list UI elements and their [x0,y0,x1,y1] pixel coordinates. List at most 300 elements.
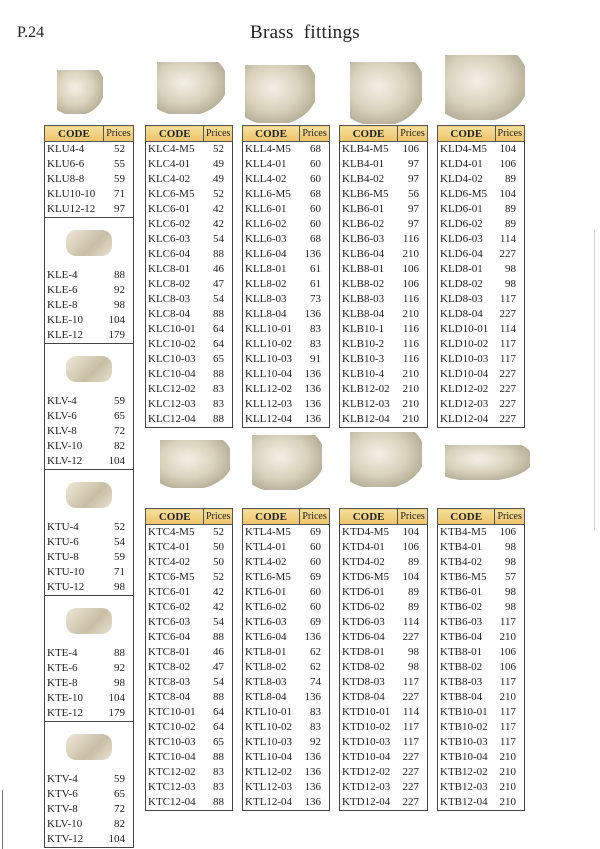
code-cell: KLL6-03 [245,233,287,245]
price-cell: 52 [213,188,224,200]
table-row [243,660,330,675]
prices-header: Prices [398,509,428,525]
price-cell: 71 [114,188,125,200]
code-header: CODE [438,126,496,142]
price-cell: 60 [310,541,321,553]
table-row [146,765,233,780]
code-cell: KTU-8 [47,551,79,563]
table-row [438,720,525,735]
code-cell: KLE-4 [47,269,78,281]
price-cell: 98 [505,601,516,613]
price-cell: 83 [213,383,224,395]
table-row [45,142,134,158]
table-row [340,540,428,555]
product-photo-row [45,722,134,773]
code-cell: KLE-6 [47,284,78,296]
table-row [340,187,428,202]
table-row [438,765,525,780]
table-row [45,202,134,218]
code-cell: KTB6-01 [440,586,483,598]
code-cell: KTB12-03 [440,781,488,793]
table-row [438,247,525,262]
price-cell: 83 [213,398,224,410]
fitting-photo-icon [66,356,112,382]
table-row [243,705,330,720]
price-cell: 117 [499,353,516,365]
code-cell: KLC4-01 [148,158,191,170]
code-cell: KLL12-03 [245,398,293,410]
price-cell: 136 [304,398,321,410]
code-cell: KLD10-03 [440,353,489,365]
table-row [45,394,134,409]
price-cell: 210 [499,796,516,808]
price-cell: 116 [402,323,419,335]
table-row [340,322,428,337]
table-row [438,307,525,322]
table-row [438,277,525,292]
price-cell: 89 [408,586,419,598]
table-row [45,439,134,454]
table-row [146,720,233,735]
price-cell: 72 [114,425,125,437]
price-cell: 83 [310,706,321,718]
table-row [45,520,134,535]
price-cell: 179 [108,707,125,719]
table-row [340,202,428,217]
table-row [438,412,525,428]
price-cell: 117 [499,676,516,688]
table-row [243,690,330,705]
price-cell: 117 [499,293,516,305]
table-row [146,277,233,292]
code-cell: KLL12-02 [245,383,293,395]
table-row [340,600,428,615]
code-cell: KLD12-04 [440,413,489,425]
code-cell: KTC12-02 [148,766,196,778]
price-cell: 104 [108,692,125,704]
price-cell: 114 [499,233,516,245]
code-cell: KLC8-03 [148,293,191,305]
kld-price-table [437,125,525,428]
code-cell: KLC6-02 [148,218,191,230]
table-row [438,367,525,382]
price-cell: 50 [213,541,224,553]
table-row [243,795,330,811]
code-cell: KLD4-M5 [440,143,488,155]
code-cell: KLD12-03 [440,398,489,410]
price-cell: 210 [402,308,419,320]
price-cell: 98 [505,556,516,568]
table-row [243,232,330,247]
price-cell: 88 [213,631,224,643]
code-cell: KTL12-03 [245,781,293,793]
price-cell: 88 [213,368,224,380]
price-cell: 210 [402,383,419,395]
price-cell: 227 [499,383,516,395]
price-cell: 98 [505,263,516,275]
prices-header: Prices [103,126,133,142]
table-row [146,307,233,322]
code-cell: KTB10-04 [440,751,488,763]
table-row [243,277,330,292]
table-row [243,540,330,555]
price-cell: 227 [499,398,516,410]
table-row [243,172,330,187]
price-cell: 104 [402,526,419,538]
table-row [146,247,233,262]
table-row [438,187,525,202]
table-row [340,645,428,660]
prices-header: Prices [397,126,427,142]
table-row [340,705,428,720]
price-cell: 117 [499,706,516,718]
price-cell: 88 [213,413,224,425]
table-row [45,565,134,580]
price-cell: 89 [408,601,419,613]
code-cell: KTC6-03 [148,616,191,628]
table-row [146,352,233,367]
table-row [438,217,525,232]
price-cell: 106 [499,526,516,538]
price-cell: 106 [402,263,419,275]
price-cell: 106 [402,143,419,155]
table-row [146,367,233,382]
table-row [438,202,525,217]
table-row [340,307,428,322]
code-cell: KLC12-02 [148,383,196,395]
table-row [340,525,428,541]
price-cell: 88 [213,751,224,763]
price-cell: 64 [213,338,224,350]
table-row [438,675,525,690]
table-row [45,424,134,439]
table-row [146,382,233,397]
price-cell: 227 [499,308,516,320]
price-cell: 59 [114,173,125,185]
code-cell: KLV-10 [47,440,83,452]
price-cell: 59 [114,551,125,563]
table-row [243,750,330,765]
price-cell: 117 [499,721,516,733]
prices-header: Prices [204,126,233,142]
price-cell: 54 [114,536,125,548]
price-cell: 136 [304,781,321,793]
table-row [146,660,233,675]
code-cell: KLL8-04 [245,308,287,320]
table-row [243,367,330,382]
code-cell: KTE-12 [47,707,84,719]
price-cell: 61 [310,263,321,275]
table-row [340,750,428,765]
table-row [243,555,330,570]
prices-header: Prices [300,126,330,142]
price-cell: 210 [499,781,516,793]
price-cell: 104 [108,314,125,326]
ktb-price-table [437,508,525,811]
code-cell: KLB8-03 [342,293,385,305]
code-cell: KTC4-M5 [148,526,195,538]
price-cell: 50 [213,556,224,568]
product-photo-row [45,344,134,395]
prices-header: Prices [495,509,525,525]
code-cell: KLC4-M5 [148,143,195,155]
price-cell: 227 [402,766,419,778]
table-row [146,555,233,570]
code-cell: KTC8-01 [148,646,191,658]
table-row [243,157,330,172]
code-cell: KTL10-04 [245,751,293,763]
code-cell: KLD6-M5 [440,188,488,200]
code-cell: KTD12-02 [342,766,391,778]
price-cell: 49 [213,173,224,185]
price-cell: 64 [213,323,224,335]
bulkhead-branch-tee-icon [445,445,530,480]
code-cell: KTU-4 [47,521,79,533]
code-cell: KTL8-03 [245,676,287,688]
code-cell: KTB8-02 [440,661,483,673]
code-cell: KTC6-M5 [148,571,195,583]
code-cell: KLL12-04 [245,413,293,425]
code-cell: KTL10-01 [245,706,293,718]
table-row [45,550,134,565]
code-header: CODE [243,509,300,525]
code-cell: KTB10-01 [440,706,488,718]
table-row [243,352,330,367]
table-row [146,232,233,247]
price-cell: 136 [304,248,321,260]
code-cell: KLC10-01 [148,323,196,335]
price-cell: 104 [108,833,125,845]
code-cell: KTC6-01 [148,586,191,598]
code-cell: KTL8-01 [245,646,287,658]
table-row [438,630,525,645]
price-cell: 106 [499,661,516,673]
price-cell: 179 [108,329,125,341]
male-elbow-icon [245,65,315,123]
code-cell: KTE-8 [47,677,78,689]
title-word: Brass [250,22,294,43]
male-connector-icon [157,62,225,114]
code-cell: KLB6-03 [342,233,385,245]
price-cell: 71 [114,566,125,578]
table-row [438,525,525,541]
table-row [45,187,134,202]
table-row [438,262,525,277]
table-row [340,570,428,585]
price-cell: 227 [402,751,419,763]
table-row [146,735,233,750]
code-cell: KLB10-4 [342,368,385,380]
price-cell: 106 [402,278,419,290]
code-cell: KLU12-12 [47,203,96,215]
price-cell: 98 [114,299,125,311]
price-cell: 104 [108,455,125,467]
price-cell: 210 [499,751,516,763]
table-row [45,328,134,344]
table-row [340,630,428,645]
code-cell: KLB6-M5 [342,188,389,200]
bulkhead-elbow-icon [252,435,322,490]
code-cell: KLL10-02 [245,338,293,350]
code-cell: KTL6-03 [245,616,287,628]
table-row [438,555,525,570]
price-cell: 98 [505,586,516,598]
table-row [243,307,330,322]
table-row [146,780,233,795]
table-row [340,660,428,675]
table-row [438,615,525,630]
code-cell: KTU-12 [47,581,85,593]
price-cell: 98 [505,541,516,553]
price-cell: 106 [499,158,516,170]
code-cell: KLD12-02 [440,383,489,395]
code-cell: KTC10-04 [148,751,196,763]
table-row [243,675,330,690]
price-cell: 60 [310,556,321,568]
code-cell: KTE-10 [47,692,84,704]
price-cell: 136 [304,383,321,395]
price-cell: 54 [213,676,224,688]
table-row [146,397,233,412]
code-cell: KTL10-03 [245,736,293,748]
table-row [340,690,428,705]
code-cell: KLC10-03 [148,353,196,365]
code-cell: KTL4-02 [245,556,287,568]
price-cell: 98 [114,677,125,689]
code-cell: KTC10-01 [148,706,196,718]
table-row [243,217,330,232]
code-cell: KLU10-10 [47,188,96,200]
fitting-photo-icon [66,482,112,508]
table-row [340,735,428,750]
table-row [45,313,134,328]
code-cell: KTL8-02 [245,661,287,673]
price-cell: 114 [499,323,516,335]
price-cell: 210 [402,398,419,410]
code-cell: KLD8-03 [440,293,483,305]
table-row [45,454,134,470]
table-row [243,600,330,615]
product-photo-row [45,218,134,269]
table-row [243,780,330,795]
price-cell: 136 [304,413,321,425]
scan-edge [594,230,595,530]
code-cell: KTC10-02 [148,721,196,733]
price-cell: 98 [505,278,516,290]
code-cell: KLE-10 [47,314,84,326]
code-cell: KLB4-02 [342,173,385,185]
price-cell: 52 [114,143,125,155]
table-row [340,382,428,397]
table-row [146,157,233,172]
bulkhead-connector-icon [160,440,230,488]
code-cell: KTB4-01 [440,541,483,553]
code-cell: KLC6-03 [148,233,191,245]
table-row [45,409,134,424]
price-cell: 60 [310,586,321,598]
table-row [243,262,330,277]
code-cell: KLL10-01 [245,323,293,335]
code-cell: KLC6-01 [148,203,191,215]
code-cell: KTD10-04 [342,751,391,763]
table-row [146,690,233,705]
klc-price-table [145,125,233,428]
ktc-price-table [145,508,233,811]
price-cell: 210 [402,248,419,260]
price-cell: 136 [304,751,321,763]
price-cell: 92 [114,284,125,296]
code-cell: KLC6-M5 [148,188,195,200]
table-row [243,735,330,750]
table-row [438,172,525,187]
price-cell: 47 [213,278,224,290]
code-cell: KLL4-02 [245,173,287,185]
table-row [438,570,525,585]
table-row [340,337,428,352]
table-row [340,412,428,428]
fitting-photo-icon [66,608,112,634]
code-cell: KLV-4 [47,395,77,407]
code-cell: KTD12-04 [342,796,391,808]
code-cell: KLC12-03 [148,398,196,410]
code-cell: KLD6-01 [440,203,483,215]
table-row [45,832,134,848]
code-cell: KLL4-M5 [245,143,291,155]
code-cell: KLB8-01 [342,263,385,275]
code-cell: KTC8-04 [148,691,191,703]
price-cell: 114 [402,706,419,718]
code-cell: KLL10-03 [245,353,293,365]
table-row [146,675,233,690]
price-cell: 88 [114,269,125,281]
code-cell: KTD6-04 [342,631,385,643]
price-cell: 52 [213,526,224,538]
code-cell: KTL6-04 [245,631,287,643]
code-cell: KTB6-04 [440,631,483,643]
code-header: CODE [146,509,204,525]
code-cell: KTB8-03 [440,676,483,688]
code-cell: KTL6-01 [245,586,287,598]
price-cell: 114 [402,616,419,628]
table-row [340,217,428,232]
table-row [146,412,233,428]
prices-header: Prices [300,509,330,525]
table-row [340,247,428,262]
table-row [243,615,330,630]
code-cell: KLC8-01 [148,263,191,275]
code-header: CODE [146,126,204,142]
code-cell: KLC8-02 [148,278,191,290]
price-cell: 49 [213,158,224,170]
table-row [438,690,525,705]
code-cell: KLE-12 [47,329,84,341]
code-header: CODE [340,126,398,142]
price-cell: 52 [213,143,224,155]
table-row [243,337,330,352]
table-row [45,646,134,661]
price-cell: 64 [213,706,224,718]
table-row [438,780,525,795]
code-cell: KLB12-02 [342,383,390,395]
table-row [146,525,233,541]
price-cell: 60 [310,203,321,215]
table-row [45,535,134,550]
code-cell: KTD6-01 [342,586,385,598]
table-row [45,706,134,722]
table-row [243,397,330,412]
code-cell: KTB4-M5 [440,526,487,538]
price-cell: 117 [402,721,419,733]
